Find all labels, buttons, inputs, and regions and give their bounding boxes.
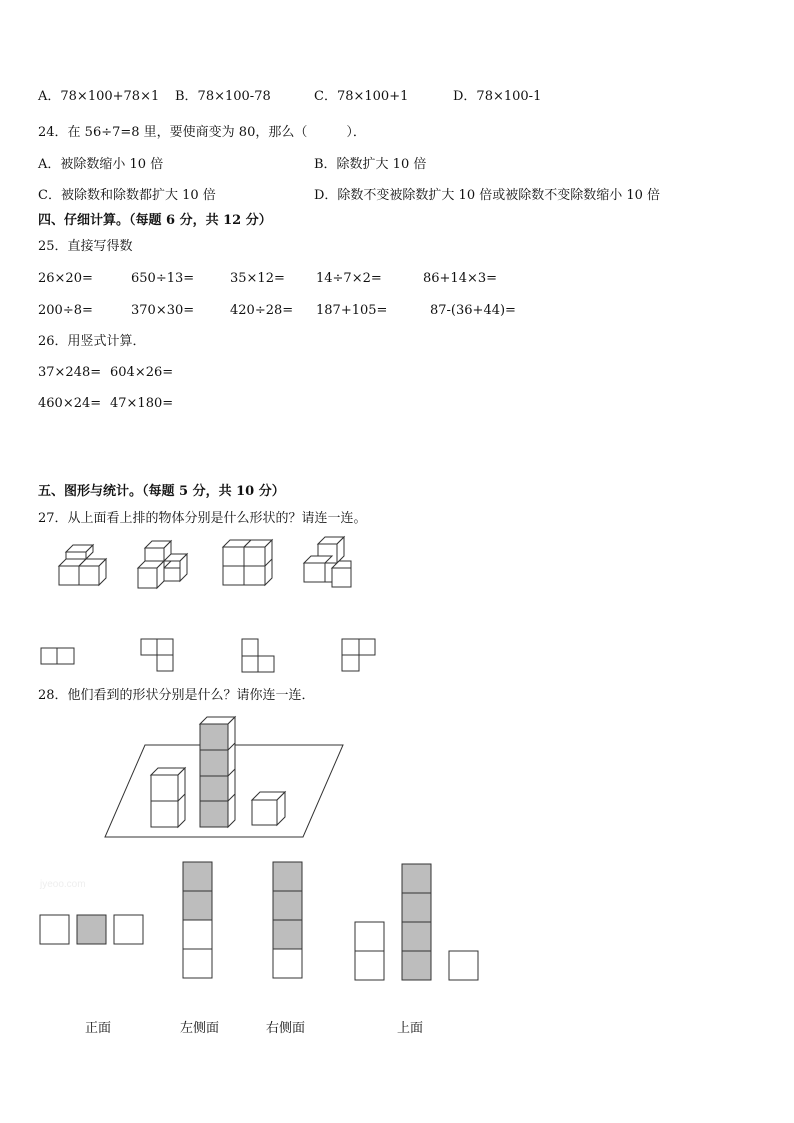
q23-option-a: A．78×100+78×1 — [38, 89, 160, 104]
q25-r1-c4: 14÷7×2= — [316, 271, 382, 286]
q24-option-d: D．除数不变被除数扩大 10 倍或被除数不变除数缩小 10 倍 — [314, 188, 661, 203]
q23-option-b: B．78×100-78 — [175, 89, 271, 104]
q28-stack-2 — [151, 768, 185, 827]
q25-r2-c1: 200÷8= — [38, 303, 93, 318]
q26-r1-c1: 37×248= — [38, 365, 102, 380]
q25-r1-c5: 86+14×3= — [423, 271, 498, 286]
watermark: jyeoo.com — [40, 879, 86, 890]
q26-r2-c2: 47×180= — [110, 396, 174, 411]
q26-r2-c1: 460×24= — [38, 396, 102, 411]
q23-option-d: D．78×100-1 — [453, 89, 542, 104]
section-5-heading: 五、图形与统计。（每题 5 分，共 10 分） — [38, 484, 285, 499]
q25-r1-c2: 650÷13= — [131, 271, 195, 286]
q25-r2-c5: 87-(36+44)= — [430, 303, 516, 318]
q27-stem: 27．从上面看上排的物体分别是什么形状的？请连一连。 — [38, 511, 367, 526]
q28-view-a — [40, 915, 143, 944]
q25-r2-c3: 420÷28= — [230, 303, 294, 318]
q25-r1-c1: 26×20= — [38, 271, 93, 286]
q24-option-a: A．被除数缩小 10 倍 — [38, 157, 164, 172]
q28-stack-4 — [200, 717, 235, 827]
q26-stem: 26．用竖式计算． — [38, 334, 146, 349]
q28-single-cube — [252, 792, 285, 825]
q25-r2-c2: 370×30= — [131, 303, 195, 318]
q24-stem: 24．在 56÷7=8 里，要使商变为 80，那么（ ）． — [38, 125, 366, 140]
q28-label-right: 右侧面 — [266, 1021, 306, 1036]
q23-option-c: C．78×100+1 — [314, 89, 409, 104]
q28-view-b — [183, 862, 212, 978]
q24-option-b: B．除数扩大 10 倍 — [314, 157, 427, 172]
q28-view-d — [355, 864, 478, 980]
q28-label-left: 左侧面 — [180, 1021, 220, 1036]
q25-r2-c4: 187+105= — [316, 303, 388, 318]
q28-label-front: 正面 — [85, 1021, 112, 1036]
q28-view-c — [273, 862, 302, 978]
q28-label-top: 上面 — [397, 1021, 424, 1036]
section-4-heading: 四、仔细计算。（每题 6 分，共 12 分） — [38, 213, 272, 228]
q25-r1-c3: 35×12= — [230, 271, 285, 286]
q25-stem: 25．直接写得数 — [38, 239, 133, 254]
q24-option-c: C．被除数和除数都扩大 10 倍 — [38, 188, 216, 203]
q28-stem: 28．他们看到的形状分别是什么？请你连一连． — [38, 688, 315, 703]
q26-r1-c2: 604×26= — [110, 365, 174, 380]
